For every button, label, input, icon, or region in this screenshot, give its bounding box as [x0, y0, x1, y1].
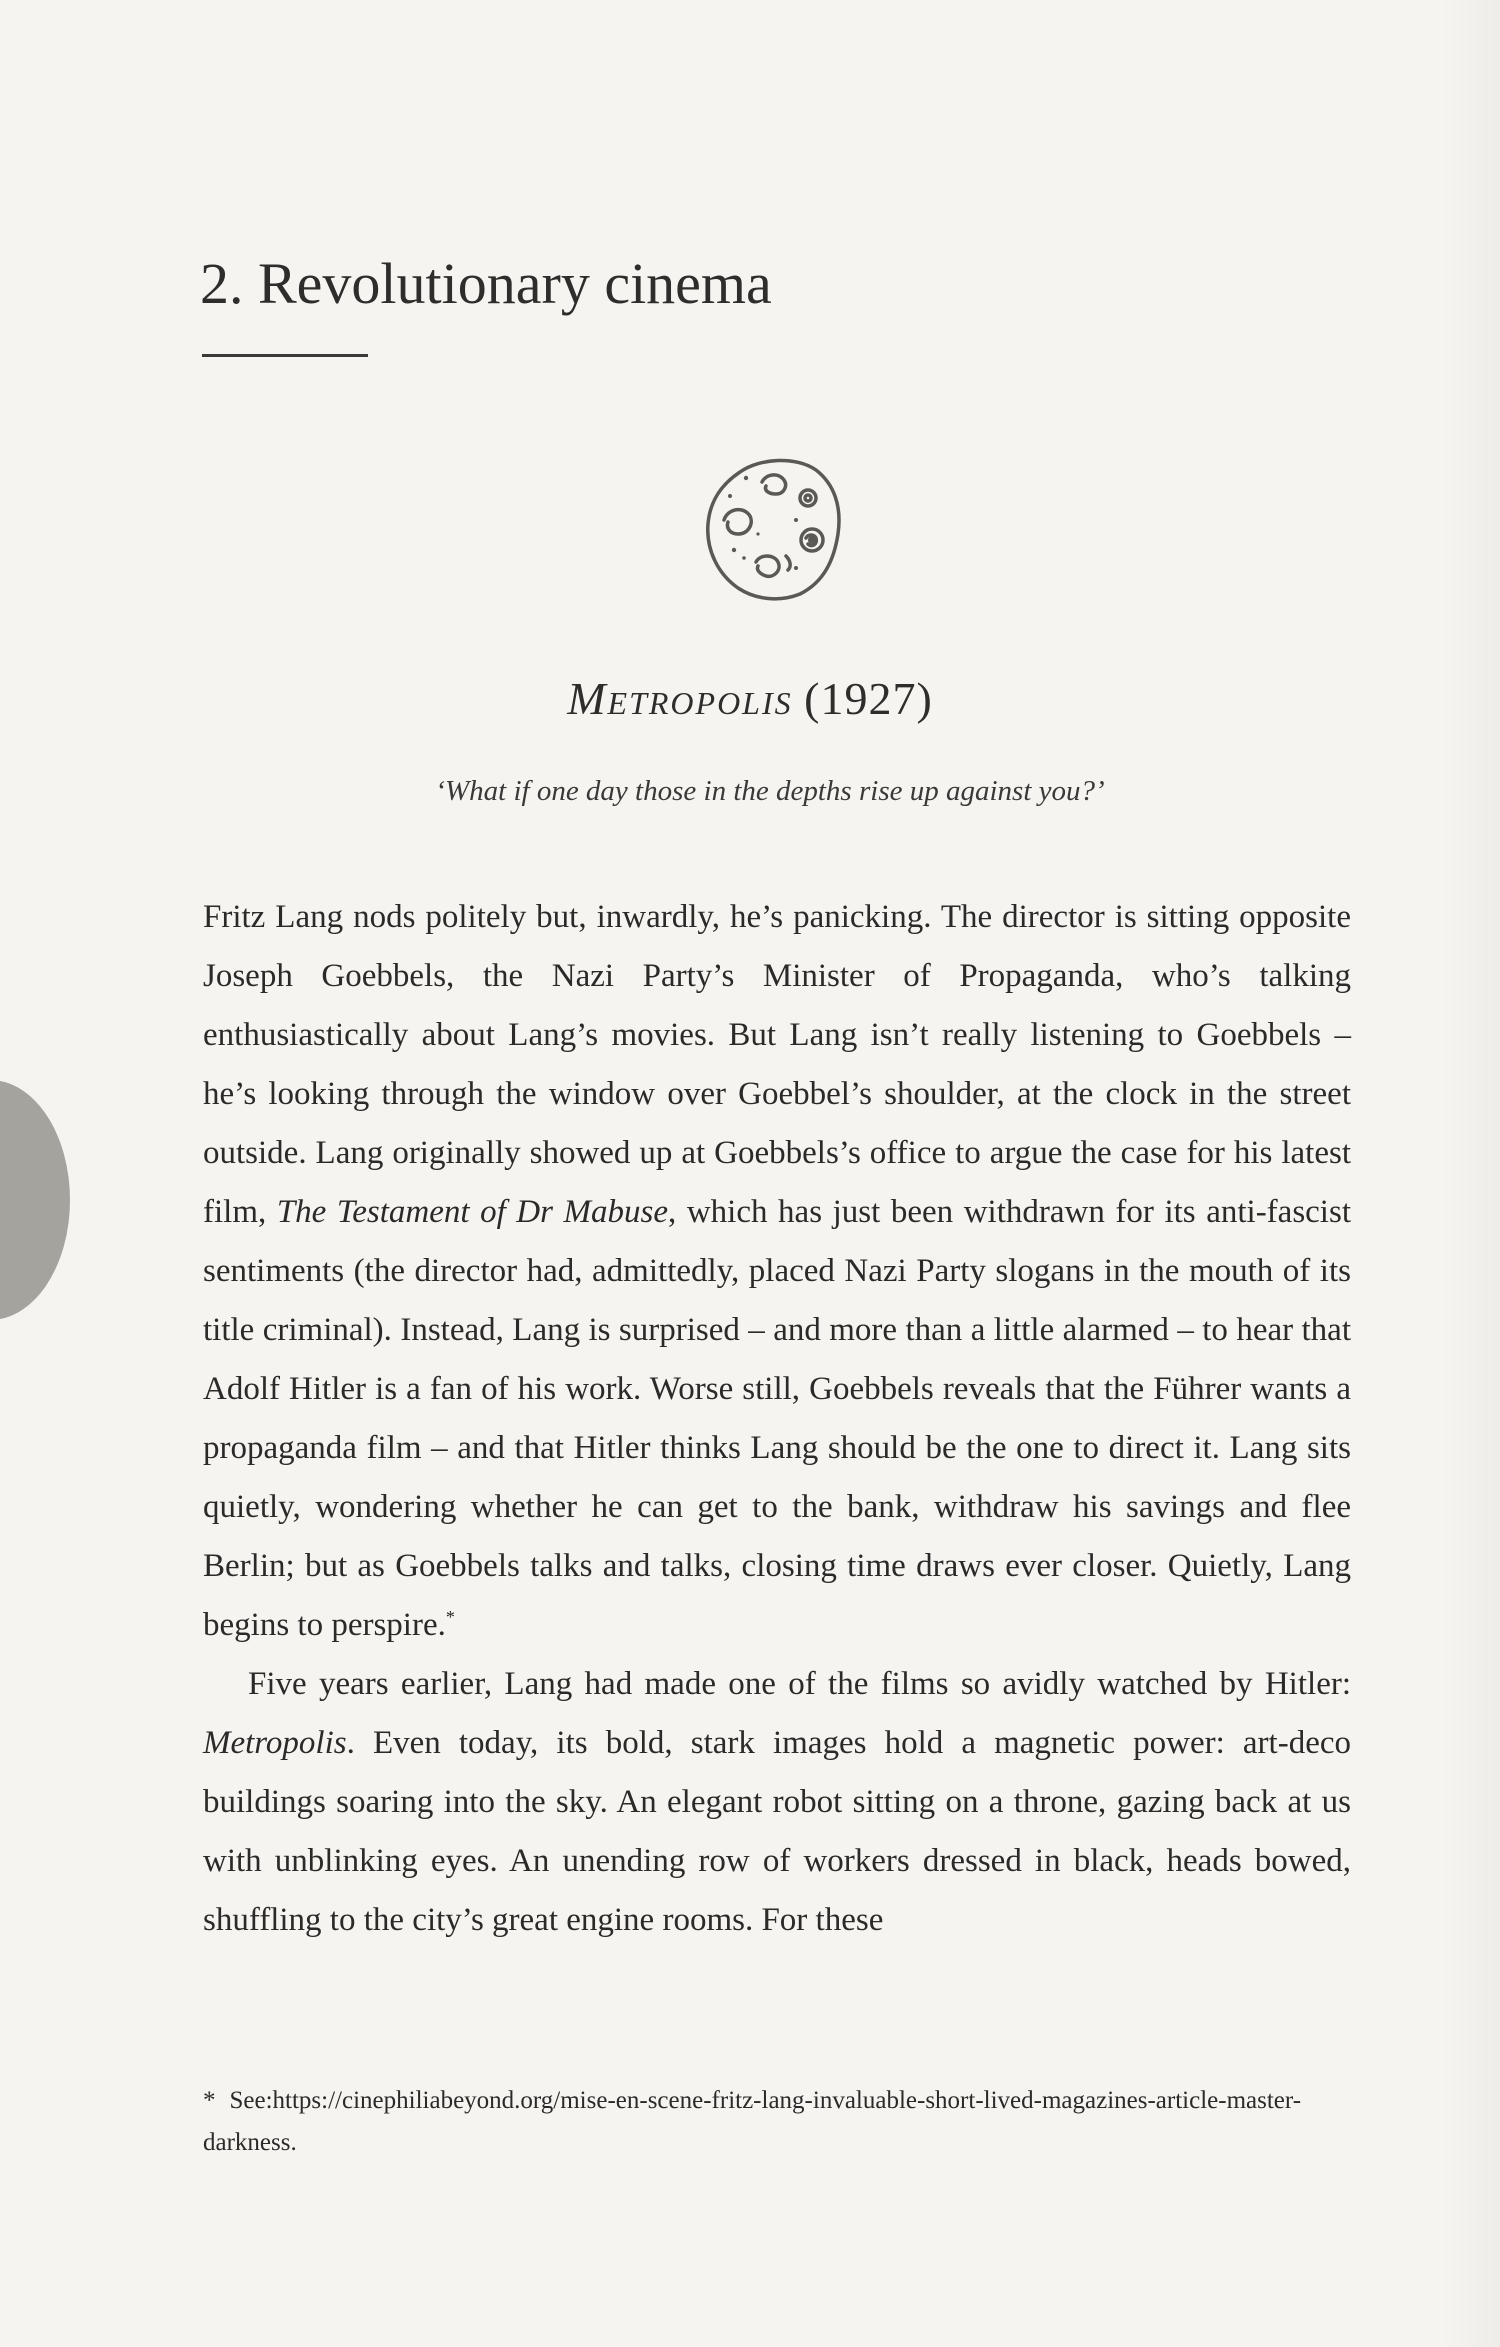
chapter-thumb-tab: [0, 1080, 70, 1320]
film-title-mabuse: The Testament of Dr Mabuse: [276, 1194, 669, 1230]
film-heading: [0, 672, 1500, 725]
paragraph-2: [203, 1655, 1351, 1950]
film-title-metropolis: Metropolis: [203, 1725, 347, 1761]
film-reel-icon: [700, 450, 844, 602]
paragraph-1-text-a: Fritz Lang nods politely but, inwardly, he’s panicking. The director is sitting opposite Joseph Goebbels, the Nazi Party’s Minister of Propaganda, who’s talking enthusiastically about Lang’s movies. But Lang isn’t really listening to Goebbels – he’s looking through the window over Goebbel’s shoulder, at the clock in the street outside. Lang originally showed up at Goebbels’s office to argue the case for his latest film,: [203, 899, 1351, 1230]
film-year: (1927): [804, 673, 933, 724]
footnote-text: See:https://cinephiliabeyond.org/mise-en-scene-fritz-lang-invaluable-short-lived-magazines-article-master-darkness.: [203, 2087, 1302, 2156]
paragraph-1-text-b: , which has just been withdrawn for its anti-fascist sentiments (the director had, admittedly, placed Nazi Party slogans in the mouth of its title criminal). Instead, Lang is surprised – and more than a little alarmed – to hear that Adolf Hitler is a fan of his work. Worse still, Goebbels reveals that the Führer wants a propaganda film – and that Hitler thinks Lang should be the one to direct it. Lang sits quietly, wondering whether he can get to the bank, withdraw his savings and flee Berlin; but as Goebbels talks and talks, closing time draws ever closer. Quietly, Lang begins to perspire.: [203, 1194, 1351, 1643]
paragraph-2-text-a: Five years earlier, Lang had made one of the films so avidly watched by Hitler:: [248, 1666, 1351, 1702]
epigraph-quote: ‘What if one day those in the depths rise up against you?’: [435, 775, 1105, 807]
body-text: [203, 888, 1351, 1950]
film-name: Metropolis: [567, 673, 793, 724]
paragraph-1: [203, 888, 1351, 1655]
footnote: [203, 2080, 1351, 2164]
paragraph-2-text-b: . Even today, its bold, stark images hold a magnetic power: art-deco buildings soaring into the sky. An elegant robot sitting on a throne, gazing back at us with unblinking eyes. An unending row of workers dressed in black, heads bowed, shuffling to the city’s great engine rooms. For these: [203, 1725, 1351, 1938]
footnote-reference: *: [445, 1607, 455, 1627]
footnote-star: *: [203, 2087, 216, 2114]
title-underline: [202, 354, 368, 357]
page-edge-shadow: [1440, 0, 1500, 2347]
chapter-title: 2. Revolutionary cinema: [200, 251, 772, 316]
